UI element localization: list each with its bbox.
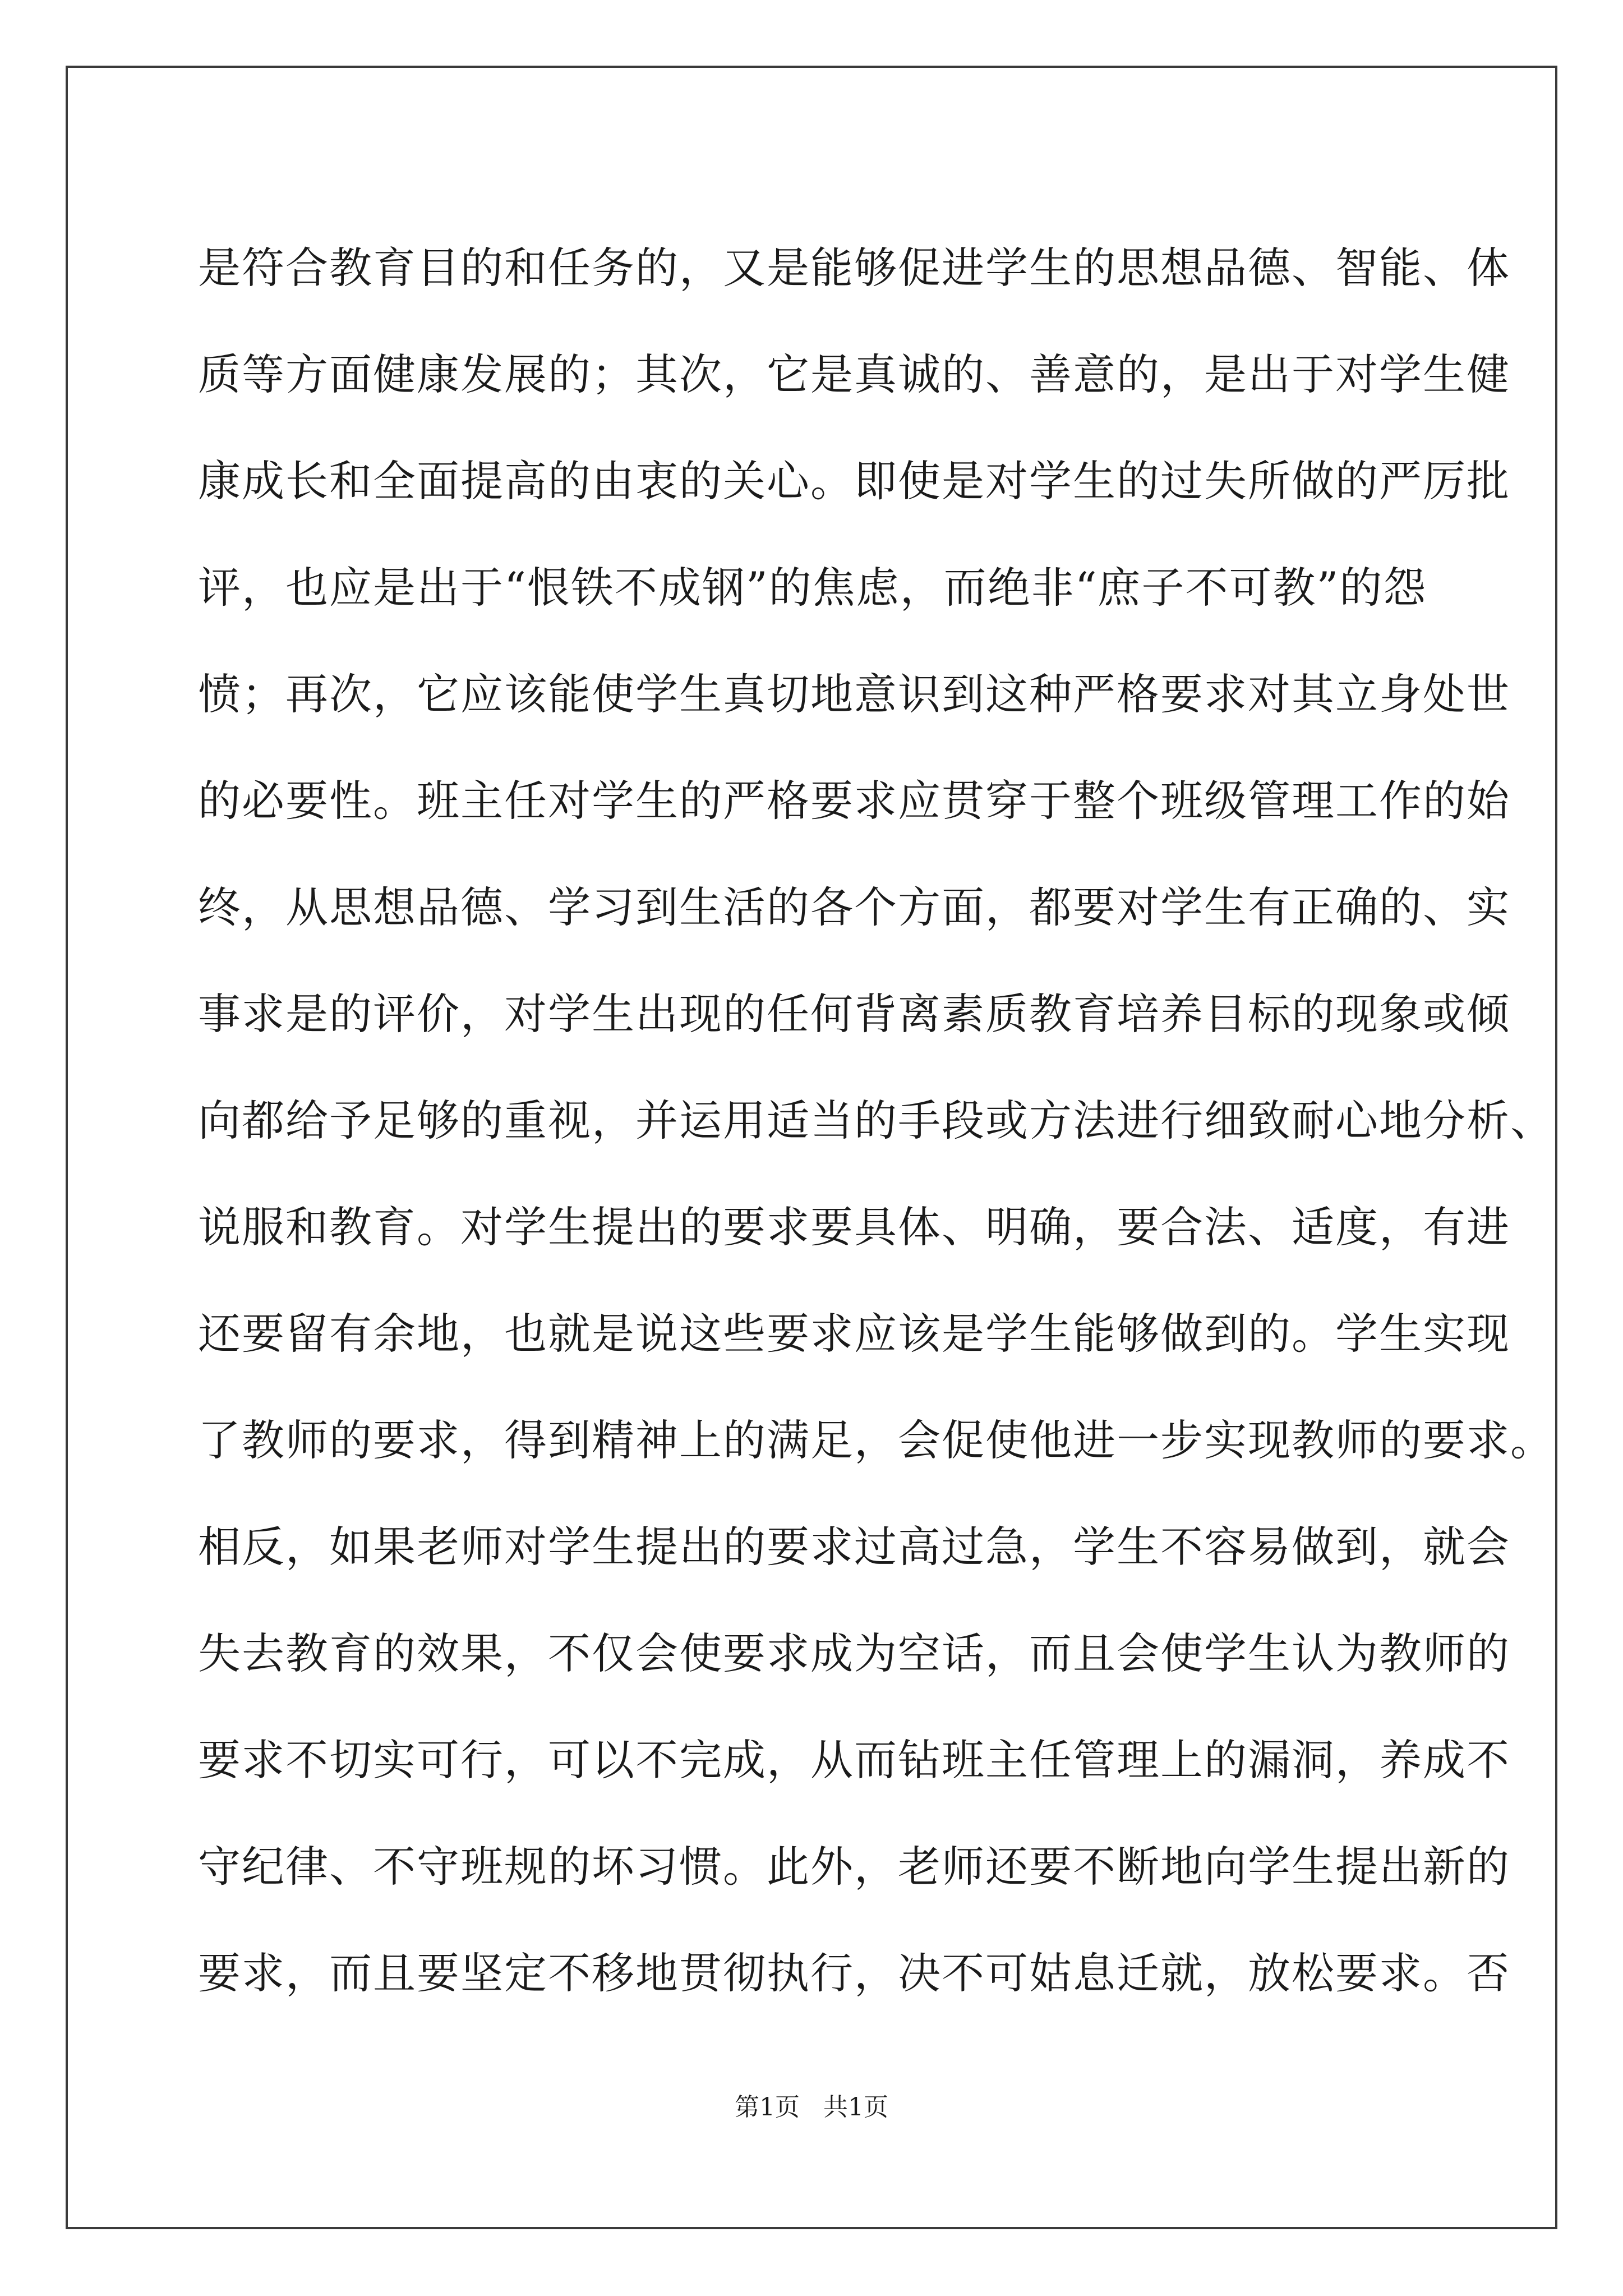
body-line: 失去教育的效果，不仅会使要求成为空话，而且会使学生认为教师的 (198, 1628, 1510, 1678)
body-line: 向都给予足够的重视，并运用适当的手段或方法进行细致耐心地分析、 (198, 1096, 1554, 1145)
body-line: 要求，而且要坚定不移地贯彻执行，决不可姑息迁就，放松要求。否 (198, 1948, 1510, 1998)
body-line: 终，从思想品德、学习到生活的各个方面，都要对学生有正确的、实 (198, 882, 1510, 932)
body-line: 是符合教育目的和任务的，又是能够促进学生的思想品德、智能、体 (198, 243, 1510, 293)
body-line: 质等方面健康发展的；其次，它是真诚的、善意的，是出于对学生健 (198, 349, 1510, 399)
body-line: 了教师的要求，得到精神上的满足，会促使他进一步实现教师的要求。 (198, 1415, 1554, 1465)
body-line: 还要留有余地，也就是说这些要求应该是学生能够做到的。学生实现 (198, 1309, 1510, 1359)
body-line: 愤；再次，它应该能使学生真切地意识到这种严格要求对其立身处世 (198, 669, 1510, 719)
body-line: 要求不切实可行，可以不完成，从而钻班主任管理上的漏洞，养成不 (198, 1735, 1510, 1785)
body-line: 的必要性。班主任对学生的严格要求应贯穿于整个班级管理工作的始 (198, 776, 1510, 826)
body-line: 评，也应是出于“恨铁不成钢”的焦虑，而绝非“庶子不可教”的怨 (198, 563, 1427, 613)
page-number-footer: 第1页 共1页 (735, 2093, 888, 2122)
body-line: 守纪律、不守班规的坏习惯。此外，老师还要不断地向学生提出新的 (198, 1842, 1510, 1892)
body-line: 相反，如果老师对学生提出的要求过高过急，学生不容易做到，就会 (198, 1522, 1510, 1572)
body-line: 康成长和全面提高的由衷的关心。即使是对学生的过失所做的严厉批 (198, 456, 1510, 506)
body-line: 事求是的评价，对学生出现的任何背离素质教育培养目标的现象或倾 (198, 989, 1510, 1039)
body-text (198, 215, 1554, 2027)
body-line: 说服和教育。对学生提出的要求要具体、明确，要合法、适度，有进 (198, 1202, 1510, 1252)
